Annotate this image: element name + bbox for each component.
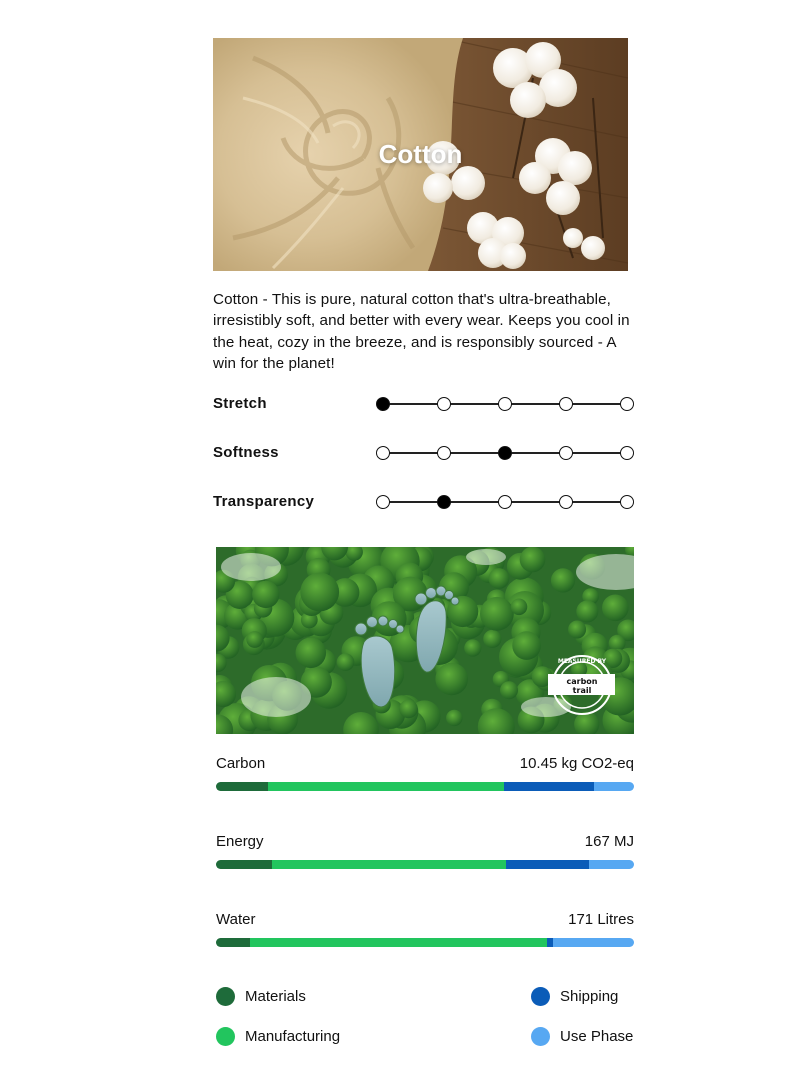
scale-dot bbox=[620, 495, 634, 509]
tree-canopy bbox=[576, 600, 598, 622]
breakdown-bar bbox=[216, 860, 634, 869]
legend-item-manufacturing bbox=[216, 1025, 340, 1047]
scale-dot-selected bbox=[498, 446, 512, 460]
bar-segment-materials bbox=[216, 860, 272, 869]
tree-canopy bbox=[435, 663, 468, 696]
tree-canopy bbox=[464, 639, 481, 656]
legend-swatch bbox=[216, 987, 235, 1006]
tree-canopy bbox=[551, 568, 575, 592]
metric-value: 167 MJ bbox=[584, 833, 634, 850]
metric-name: Carbon bbox=[216, 755, 266, 772]
legend-swatch bbox=[531, 1027, 550, 1046]
metric-carbon bbox=[216, 754, 634, 774]
scale-dot-selected bbox=[376, 397, 390, 411]
attribute-row-stretch bbox=[213, 394, 633, 414]
tree-canopy bbox=[602, 595, 629, 622]
metric-name: Water bbox=[216, 911, 256, 928]
attribute-scale bbox=[376, 495, 628, 509]
legend-label: Materials bbox=[245, 987, 306, 1005]
legend-item-materials bbox=[216, 985, 306, 1007]
scale-dot bbox=[559, 495, 573, 509]
metric-water bbox=[216, 910, 634, 930]
tree-canopy bbox=[568, 621, 586, 639]
tree-canopy bbox=[489, 568, 510, 589]
scale-dot bbox=[559, 446, 573, 460]
tree-canopy bbox=[520, 547, 546, 572]
tree-canopy bbox=[300, 573, 339, 612]
metric-header bbox=[216, 754, 634, 774]
bar-segment-use-phase bbox=[594, 782, 634, 791]
metric-value: 10.45 kg CO2-eq bbox=[519, 755, 634, 772]
tree-canopy bbox=[483, 630, 501, 648]
legend-label: Shipping bbox=[560, 987, 619, 1005]
legend-swatch bbox=[216, 1027, 235, 1046]
tree-canopy bbox=[337, 653, 355, 671]
bar-segment-materials bbox=[216, 782, 268, 791]
scale-dot-selected bbox=[437, 495, 451, 509]
attribute-scale bbox=[376, 397, 628, 411]
badge-top-text: MEASURED BY bbox=[557, 658, 607, 665]
forest-photo bbox=[216, 547, 634, 734]
legend-label: Manufacturing bbox=[245, 1027, 341, 1045]
bar-segment-manufacturing bbox=[268, 782, 505, 791]
badge-line1: carbon bbox=[566, 677, 598, 686]
cotton-hero-image bbox=[213, 38, 628, 271]
metric-value: 171 Litres bbox=[568, 911, 634, 928]
bar-segment-manufacturing bbox=[272, 860, 506, 869]
tree-canopy bbox=[296, 638, 327, 669]
attribute-label: Stretch bbox=[213, 395, 267, 412]
attribute-label: Softness bbox=[213, 444, 279, 461]
bar-segment-use-phase bbox=[589, 860, 634, 869]
tree-canopy bbox=[446, 710, 462, 726]
tree-canopy bbox=[246, 631, 263, 648]
attribute-row-transparency bbox=[213, 492, 633, 512]
scale-dot bbox=[376, 446, 390, 460]
badge-line2: trail bbox=[572, 686, 592, 695]
breakdown-bar bbox=[216, 782, 634, 791]
bar-segment-materials bbox=[216, 938, 250, 947]
tree-canopy bbox=[399, 700, 418, 719]
scale-dot bbox=[498, 397, 512, 411]
attribute-label: Transparency bbox=[213, 493, 315, 510]
metric-name: Energy bbox=[216, 833, 264, 850]
forest-footprint-image bbox=[216, 547, 634, 734]
legend-label: Use Phase bbox=[560, 1027, 634, 1045]
breakdown-bar bbox=[216, 938, 634, 947]
legend-swatch bbox=[531, 987, 550, 1006]
tree-canopy bbox=[252, 581, 279, 608]
bar-segment-use-phase bbox=[553, 938, 634, 947]
metric-header bbox=[216, 832, 634, 852]
metric-energy bbox=[216, 832, 634, 852]
bar-segment-manufacturing bbox=[250, 938, 547, 947]
scale-dot bbox=[437, 446, 451, 460]
scale-dot bbox=[620, 397, 634, 411]
bar-segment-shipping bbox=[506, 860, 589, 869]
material-description: Cotton - This is pure, natural cotton that's ultra-breathable, irresistibly soft, and better with every wear. Keeps you cool in the heat, cozy in the breeze, and is responsibly sourced - A win for the planet! bbox=[213, 291, 630, 372]
attribute-scale bbox=[376, 446, 628, 460]
attribute-row-softness bbox=[213, 443, 633, 463]
scale-dot bbox=[559, 397, 573, 411]
scale-dot bbox=[437, 397, 451, 411]
tree-canopy bbox=[500, 681, 518, 699]
metric-header bbox=[216, 910, 634, 930]
tree-canopy bbox=[511, 599, 528, 616]
scale-dot bbox=[376, 495, 390, 509]
scale-dot bbox=[498, 495, 512, 509]
legend-item-shipping bbox=[531, 985, 618, 1007]
scale-dot bbox=[620, 446, 634, 460]
tree-canopy bbox=[480, 597, 514, 631]
hero-title: Cotton bbox=[378, 139, 463, 169]
tree-canopy bbox=[512, 631, 541, 660]
legend-item-use-phase bbox=[531, 1025, 633, 1047]
bar-segment-shipping bbox=[504, 782, 594, 791]
